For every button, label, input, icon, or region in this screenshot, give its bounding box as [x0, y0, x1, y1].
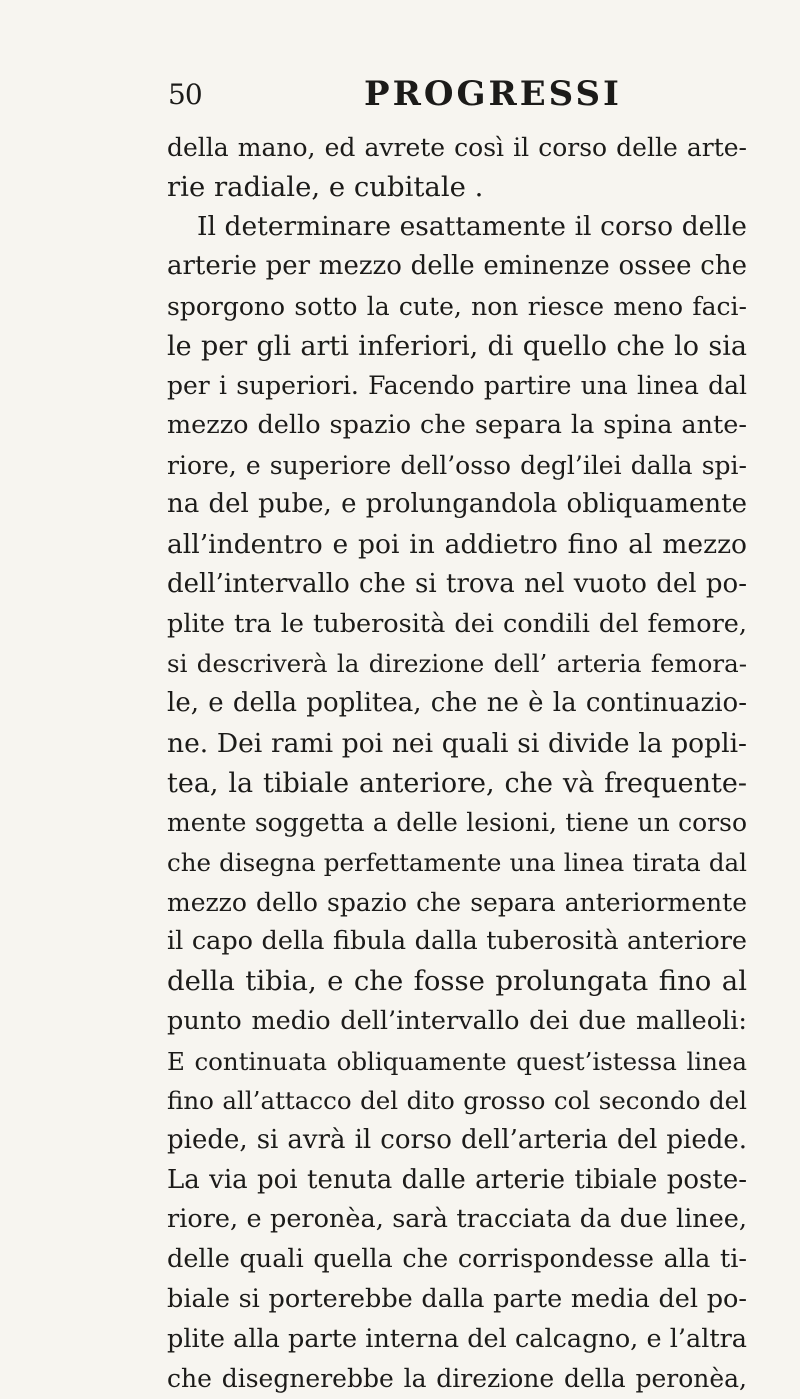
- text-line: che disegnerebbe la direzione della peronèa,: [167, 1364, 747, 1394]
- text-line: le per gli arti inferiori, di quello che lo sia: [167, 330, 747, 362]
- text-line: che disegna perfettamente una linea tirata dal: [167, 847, 747, 877]
- text-line: plite tra le tuberosità dei condili del femore,: [167, 608, 747, 639]
- text-line: della mano, ed avrete così il corso delle arte-: [167, 133, 747, 162]
- text-line: fino all’attacco del dito grosso col secondo del: [167, 1086, 747, 1116]
- text-line: ne. Dei rami poi nei quali si divide la popli-: [167, 727, 747, 759]
- text-line: riore, e superiore dell’osso degl’ilei dalla spi-: [167, 450, 747, 480]
- page-header: [168, 74, 728, 118]
- text-line: plite alla parte interna del calcagno, e l’altra: [167, 1323, 747, 1354]
- text-line: tea, la tibiale anteriore, che và frequente-: [167, 767, 747, 799]
- text-line: le, e della poplitea, che ne è la continuazio-: [167, 688, 747, 719]
- text-line: all’indentro e poi in addietro fino al mezzo: [167, 529, 747, 561]
- text-line: dell’intervallo che si trova nel vuoto del po-: [167, 568, 747, 599]
- text-line: il capo della fibula dalla tuberosità anteriore: [167, 926, 747, 957]
- text-line: mente soggetta a delle lesioni, tiene un corso: [167, 808, 747, 838]
- text-line: na del pube, e prolungandola obliquamente: [167, 489, 747, 520]
- text-line: della tibia, e che fosse prolungata fino al: [167, 965, 747, 998]
- text-line: E continuata obliquamente quest’istessa linea: [167, 1046, 747, 1076]
- page-number: 50: [168, 78, 202, 111]
- text-line: arterie per mezzo delle eminenze ossee che: [167, 251, 747, 282]
- text-line: La via poi tenuta dalle arterie tibiale poste-: [167, 1164, 747, 1195]
- running-title: PROGRESSI: [364, 74, 622, 114]
- text-line: Il determinare esattamente il corso delle: [197, 211, 747, 243]
- text-line: per i superiori. Facendo partire una linea dal: [167, 371, 747, 401]
- text-line: riore, e peronèa, sarà tracciata da due linee,: [167, 1204, 747, 1235]
- text-line: biale si porterebbe dalla parte media del po-: [167, 1283, 747, 1314]
- text-line: mezzo dello spazio che separa la spina ante-: [167, 410, 747, 441]
- text-line: punto medio dell’intervallo dei due malleoli:: [167, 1005, 747, 1036]
- body-text: [167, 128, 747, 1399]
- text-line: sporgono sotto la cute, non riesce meno faci-: [167, 291, 747, 321]
- text-line: delle quali quella che corrispondesse alla ti-: [167, 1244, 747, 1275]
- text-line: mezzo dello spazio che separa anteriormente: [167, 887, 747, 917]
- text-line: rie radiale, e cubitale .: [167, 170, 484, 203]
- text-line: piede, si avrà il corso dell’arteria del piede.: [167, 1124, 747, 1155]
- text-line: si descriverà la direzione dell’ arteria femora-: [167, 649, 747, 679]
